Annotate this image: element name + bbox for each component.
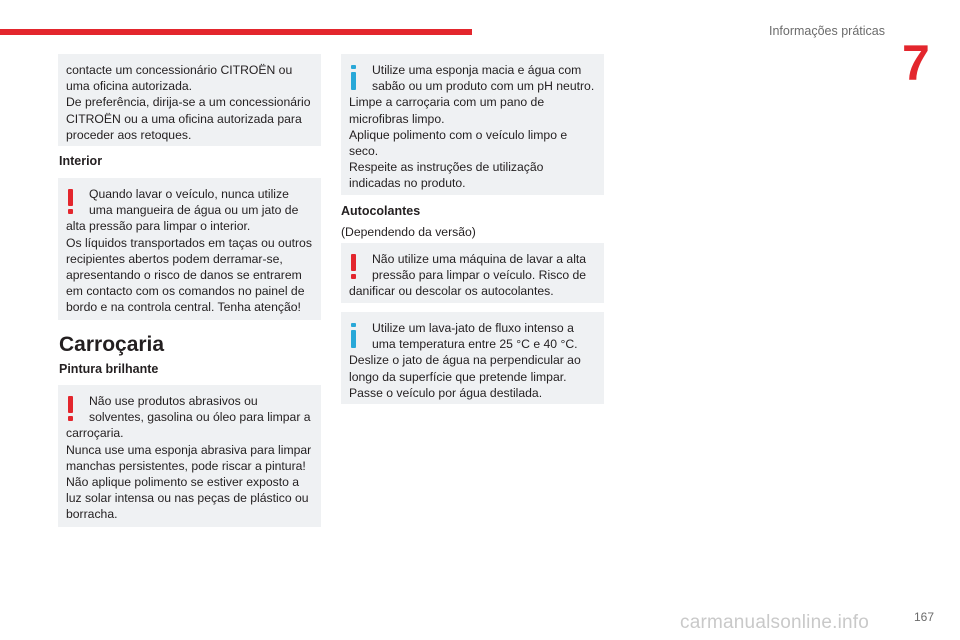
chapter-number: 7	[902, 35, 930, 91]
info-icon	[351, 65, 356, 89]
interior-warning-box	[58, 178, 321, 320]
paint-warning-box	[58, 385, 321, 527]
text-line: manchas persistentes, pode riscar a pintura!	[66, 458, 306, 473]
text-line: em contacto com os comandos no painel de	[66, 284, 305, 299]
text-line: seco.	[349, 144, 379, 159]
text-line: CITROËN ou a uma oficina autorizada para	[66, 111, 302, 126]
sticker-warning-box	[341, 243, 604, 303]
info-icon	[351, 323, 356, 347]
text-line: proceder aos retoques.	[66, 127, 192, 142]
watermark: carmanualsonline.info	[680, 612, 870, 633]
text-line: carroçaria.	[66, 426, 124, 441]
text-line: bordo e na controla central. Tenha atenção!	[66, 300, 301, 315]
text-line: Quando lavar o veículo, nunca utilize	[89, 187, 289, 201]
heading-carrocaria: Carroçaria	[59, 333, 165, 356]
text-line: Passe o veículo por água destilada.	[349, 385, 543, 400]
text-line: Nunca use uma esponja abrasiva para limpar	[66, 442, 312, 457]
text-line: Os líquidos transportados em taças ou outros	[66, 235, 312, 250]
version-note: (Dependendo da versão)	[341, 225, 476, 239]
text-line: longo da superfície que pretende limpar.	[349, 369, 567, 384]
header-accent-bar	[0, 29, 472, 35]
text-line: Respeite as instruções de utilização	[349, 160, 544, 175]
text-line: Não use produtos abrasivos ou	[89, 394, 258, 408]
text-line: Aplique polimento com o veículo limpo e	[349, 127, 568, 142]
text-line: indicadas no produto.	[349, 176, 466, 191]
page-number: 167	[914, 610, 935, 624]
section-title: Informações práticas	[768, 24, 885, 38]
text-line: contacte um concessionário CITROËN ou	[66, 63, 293, 77]
text-line: De preferência, dirija-se a um concessionário	[66, 95, 311, 110]
heading-pintura-brilhante: Pintura brilhante	[59, 362, 159, 376]
heading-interior: Interior	[59, 154, 103, 168]
text-line: Utilize um lava-jato de fluxo intenso a	[372, 321, 574, 335]
text-line: Limpe a carroçaria com um pano de	[349, 95, 545, 110]
text-line: recipientes abertos podem derramar-se,	[66, 251, 283, 266]
text-line: solventes, gasolina ou óleo para limpar a	[89, 410, 311, 425]
text-line: apresentando o risco de danos se entrarem	[66, 268, 302, 283]
text-line: borracha.	[66, 507, 118, 522]
text-line: uma mangueira de água ou um jato de	[89, 203, 299, 218]
washing-info-box	[341, 54, 604, 195]
text-line: danificar ou descolar os autocolantes.	[349, 284, 554, 299]
heading-autocolantes: Autocolantes	[341, 204, 421, 218]
text-line: Utilize uma esponja macia e água com	[372, 63, 582, 77]
text-line: uma oficina autorizada.	[66, 79, 193, 94]
warning-icon	[351, 254, 356, 278]
text-line: alta pressão para limpar o interior.	[66, 219, 251, 234]
text-line: Deslize o jato de água na perpendicular ao	[349, 353, 581, 368]
text-line: Não aplique polimento se estiver exposto a	[66, 475, 300, 490]
retouch-note-box	[58, 54, 321, 146]
text-line: luz solar intensa ou nas peças de plástico ou	[66, 491, 309, 506]
warning-icon	[68, 189, 73, 213]
text-line: uma temperatura entre 25 °C e 40 °C.	[372, 337, 578, 352]
warning-icon	[68, 396, 73, 420]
text-line: pressão para limpar o veículo. Risco de	[372, 268, 587, 283]
text-line: microfibras limpo.	[349, 111, 445, 126]
text-line: sabão ou um produto com um pH neutro.	[372, 79, 595, 94]
text-line: Não utilize uma máquina de lavar a alta	[372, 252, 587, 266]
sticker-info-box	[341, 312, 604, 404]
